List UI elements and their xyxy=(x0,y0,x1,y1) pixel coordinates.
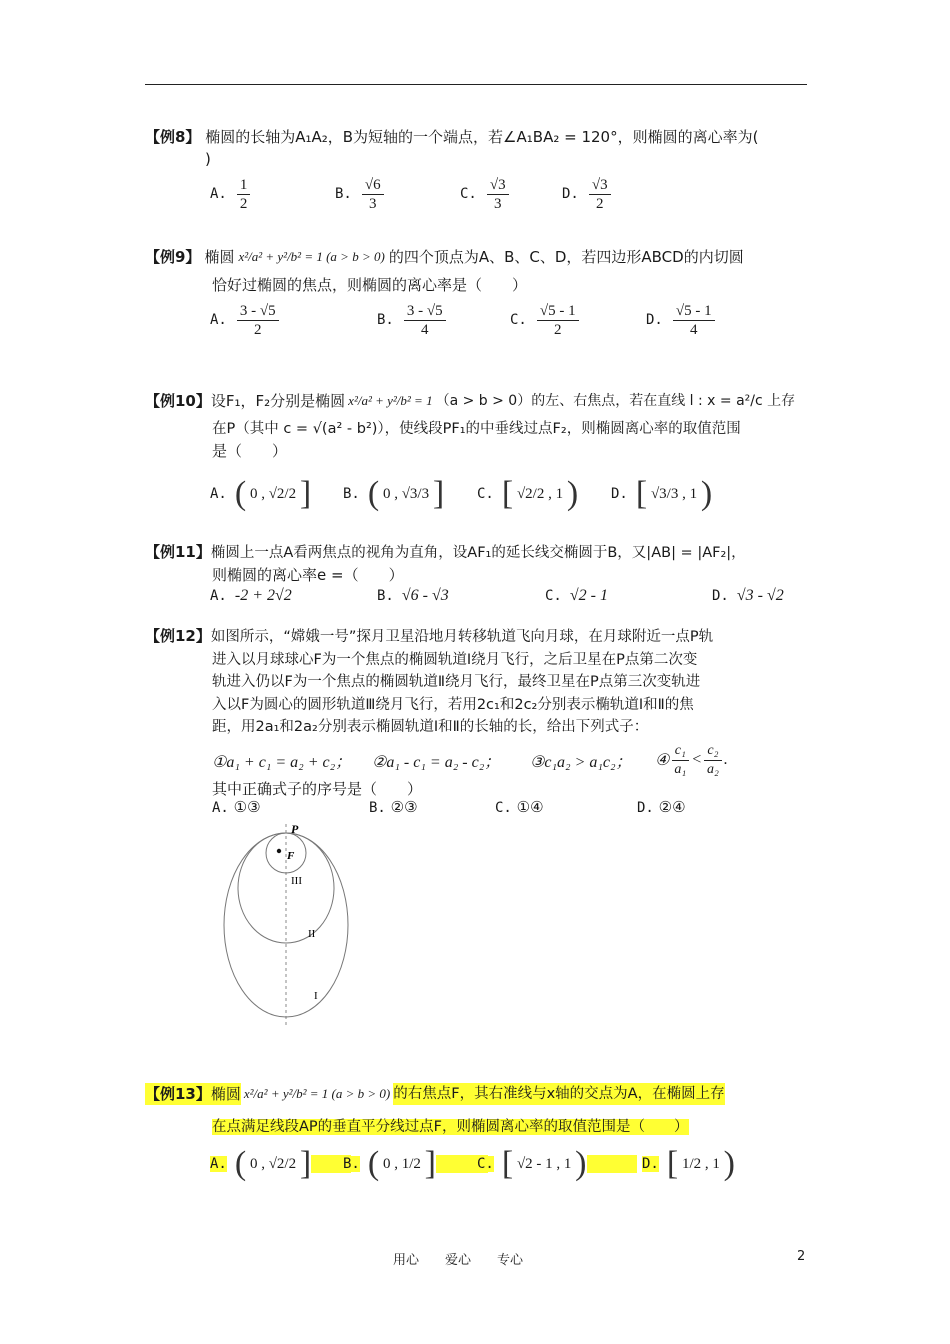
example-10 xyxy=(145,384,807,462)
ellipse-equation: x²/a² + y²/b² = 1 xyxy=(348,393,433,408)
question-stem-cont: 的右焦点F，其右准线与x轴的交点为A，在椭圆上存 xyxy=(393,1083,724,1105)
label-III: III xyxy=(291,875,302,887)
formula-1: ①a₁ + c₁ = a₂ + c₂； xyxy=(212,753,352,771)
example-8 xyxy=(145,126,807,170)
option-a[interactable]: A. ( 0 , √2/2 ] xyxy=(210,1142,351,1186)
options-13 xyxy=(210,1142,810,1186)
paragraph-line: 入以F为圆心的圆形轨道Ⅲ绕月飞行，若用2c₁和2c₂分别表示椭轨道Ⅰ和Ⅱ的焦 xyxy=(212,696,694,713)
formula-row: ①a₁ + c₁ = a₂ + c₂； ②a₁ - c₁ = a₂ - c₂； ③c₁a₂ > a₁c₂； ④ $\frac{\text{c₁}}{\text{a₁}}$ < $\frac{\text{c₂}}{\text{a₂}}$ . xyxy=(212,742,728,777)
paragraph-line: 距，用2a₁和2a₂分别表示椭圆轨道Ⅰ和Ⅱ的长轴的长，给出下列式子： xyxy=(212,719,649,735)
example-tag: 【例8】 xyxy=(145,128,201,146)
option-c[interactable]: C. [ √2/2 , 1 ) xyxy=(477,475,579,512)
formula-2: ②a₁ - c₁ = a₂ - c₂； xyxy=(372,753,501,771)
options-10 xyxy=(210,472,810,516)
focus-dot xyxy=(277,849,281,853)
option-b[interactable]: B. ( 0 , 1/2 ] xyxy=(343,1142,488,1186)
options-11 xyxy=(210,576,810,616)
label-F: F xyxy=(287,850,295,862)
example-tag: 【例12】 xyxy=(145,627,211,645)
question: 其中正确式子的序号是（ ） xyxy=(212,780,423,798)
paragraph-line: 进入以月球球心F为一个焦点的椭圆轨道Ⅰ绕月飞行，之后卫星在P点第二次变 xyxy=(212,651,698,668)
example-tag: 【例9】 xyxy=(145,248,201,266)
question-stem-line2: 恰好过椭圆的焦点，则椭圆的离心率是（ ） xyxy=(212,276,528,294)
option-d[interactable]: D. [ √3/3 , 1 ) xyxy=(611,475,713,512)
example-tag: 【例10】 xyxy=(145,392,211,410)
orbit-figure xyxy=(215,820,365,1030)
example-13 xyxy=(145,1075,807,1138)
example-tag: 【例13】 xyxy=(145,1085,211,1103)
option-b[interactable]: B. $\frac{√6}{3}$ xyxy=(335,172,386,216)
question-stem: 椭圆 xyxy=(204,248,235,266)
question-stem-line2: 在点满足线段AP的垂直平分线过点F，则椭圆离心率的取值范围是（ ） xyxy=(212,1119,689,1135)
option-b[interactable]: B. ( 0 , √3/3 ] xyxy=(343,475,445,512)
option-b[interactable]: B. √6 - √3 xyxy=(377,587,449,604)
header-rule xyxy=(145,84,807,85)
option-d[interactable]: D. $\frac{√3}{2}$ xyxy=(562,172,613,216)
option-a[interactable]: A. $\frac{3 - √5}{2}$ xyxy=(210,298,281,342)
page-number: 2 xyxy=(797,1249,806,1264)
option-d[interactable]: D. [ 1/2 , 1 ) xyxy=(642,1145,735,1182)
option-a[interactable]: A. ( 0 , √2/2 ] xyxy=(210,475,312,512)
formula-4: ④ xyxy=(655,752,670,769)
question-stem-end: ) xyxy=(205,150,211,168)
question-stem-line3: 是（ ） xyxy=(212,442,288,460)
question-stem-line2: 则椭圆的离心率e =（ ） xyxy=(212,566,404,584)
option-c[interactable]: C. ①④ xyxy=(495,798,544,816)
footer-motto: 用心 爱心 专心 xyxy=(393,1253,524,1268)
question-stem-line2: 在P（其中 c = √(a² - b²)），使线段PF₁的中垂线过点F₂，则椭圆离心率的取值范围 xyxy=(212,421,741,437)
options-9 xyxy=(210,298,810,342)
question-stem-cont: （a > b > 0）的左、右焦点，若在直线 l : x = a²/c 上存 xyxy=(435,393,796,409)
ellipse-equation: x²/a² + y²/b² = 1 (a > b > 0) xyxy=(243,1086,391,1101)
label-I: I xyxy=(314,990,318,1002)
question-stem: 椭圆上一点A看两焦点的视角为直角，设AF₁的延长线交椭圆于B，又|AB| = |AF₂|， xyxy=(210,545,746,561)
example-12 xyxy=(145,625,807,739)
question-stem: 设F₁，F₂分别是椭圆 xyxy=(210,392,346,410)
ellipse-equation: x²/a² + y²/b² = 1 (a > b > 0) xyxy=(238,249,385,264)
option-d[interactable]: D. √3 - √2 xyxy=(712,587,784,604)
options-8 xyxy=(210,172,810,216)
option-d[interactable]: D. ②④ xyxy=(637,798,686,816)
option-a[interactable]: A. ①③ xyxy=(212,798,261,816)
question-stem: 椭圆的长轴为A₁A₂，B为短轴的一个端点，若∠A₁BA₂ = 120°，则椭圆的离心率为( xyxy=(205,128,759,146)
option-a[interactable]: A. $\frac{1}{2}$ xyxy=(210,172,252,216)
option-d[interactable]: D. $\frac{√5 - 1}{4}$ xyxy=(646,298,717,342)
option-c[interactable]: C. √2 - 1 xyxy=(545,587,608,604)
option-a[interactable]: A. -2 + 2√2 xyxy=(210,587,292,604)
option-b[interactable]: B. ②③ xyxy=(369,798,418,816)
label-II: II xyxy=(308,928,316,940)
question-stem-cont: 的四个顶点为A、B、C、D，若四边形ABCD的内切圆 xyxy=(388,248,744,266)
example-9 xyxy=(145,240,807,296)
example-tag: 【例11】 xyxy=(145,543,211,561)
option-c[interactable]: C. [ √2 - 1 , 1 ) xyxy=(477,1142,637,1186)
formula-3: ③c₁a₂ > a₁c₂； xyxy=(530,753,632,771)
options-12 xyxy=(212,798,812,820)
label-P: P xyxy=(291,822,299,836)
option-c[interactable]: C. $\frac{√5 - 1}{2}$ xyxy=(510,298,581,342)
paragraph-line: 如图所示，“嫦娥一号”探月卫星沿地月转移轨道飞向月球，在月球附近一点P轨 xyxy=(210,629,714,645)
option-b[interactable]: B. $\frac{3 - √5}{4}$ xyxy=(377,298,448,342)
option-c[interactable]: C. $\frac{√3}{3}$ xyxy=(460,172,511,216)
paragraph-line: 轨进入仍以F为一个焦点的椭圆轨道Ⅱ绕月飞行，最终卫星在P点第三次变轨进 xyxy=(212,674,701,690)
question-stem: 椭圆 xyxy=(210,1085,241,1103)
